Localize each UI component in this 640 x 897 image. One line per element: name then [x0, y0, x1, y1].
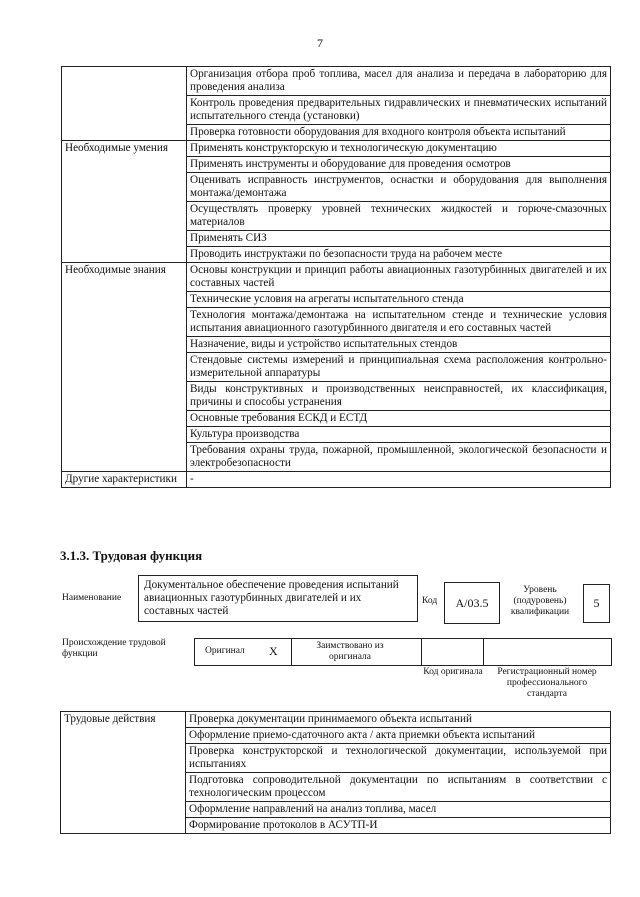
row-item: Проверка готовности оборудования для входного контроля объекта испытаний — [187, 125, 611, 141]
origin-box — [194, 638, 612, 666]
code-caption: Код оригинала — [423, 667, 483, 677]
level-label: Уровень (подуровень) квалификации — [510, 585, 570, 617]
row-label-empty — [61, 744, 186, 773]
row-label-empty — [62, 308, 187, 337]
page-number: 7 — [317, 36, 323, 50]
row-item: - — [187, 472, 611, 488]
section-heading: 3.1.3. Трудовая функция — [60, 548, 203, 563]
reg-caption: Регистрационный номер профессионального стандарта — [497, 667, 597, 699]
borrowed-label: Заимствовано из оригинала — [316, 641, 384, 662]
row-item: Основы конструкции и принцип работы авиационных газотурбинных двигателей и их составных частей — [187, 263, 611, 292]
row-item: Культура производства — [187, 427, 611, 443]
original-mark: X — [269, 644, 278, 658]
labor-action-item: Оформление приемо-сдаточного акта / акта приемки объекта испытаний — [186, 728, 611, 744]
table-row — [61, 712, 611, 728]
table-row — [62, 427, 611, 443]
row-label: Необходимые умения — [62, 141, 187, 157]
table-row — [62, 141, 611, 157]
row-label-empty — [62, 443, 187, 472]
name-value: Документальное обеспечение проведения испытаний авиационных газотурбинных двигателей и их составных частей — [144, 579, 399, 617]
table-row — [61, 728, 611, 744]
row-item: Применять конструкторскую и технологическую документацию — [187, 141, 611, 157]
row-item: Технология монтажа/демонтажа на испытательном стенде и технические условия испытания авиационного газотурбинного двигателя и его составных частей — [187, 308, 611, 337]
row-label-empty — [61, 802, 186, 818]
table-row — [61, 744, 611, 773]
table-row — [61, 773, 611, 802]
row-item: Контроль проведения предварительных гидравлических и пневматических испытаний испытательного стенда (установки) — [187, 96, 611, 125]
row-label: Другие характеристики — [62, 472, 187, 488]
table-row — [62, 472, 611, 488]
table-row — [62, 202, 611, 231]
code-value: A/03.5 — [455, 596, 489, 610]
code-label: Код — [422, 596, 438, 606]
table-row — [62, 67, 611, 96]
row-label-empty — [62, 411, 187, 427]
row-item: Оценивать исправность инструментов, оснастки и оборудования для выполнения монтажа/демонтажа — [187, 173, 611, 202]
competency-table — [61, 66, 611, 488]
row-label-empty — [62, 427, 187, 443]
origin-label: Происхождение трудовой функции — [62, 638, 166, 659]
row-label-empty — [62, 96, 187, 125]
table-row — [62, 231, 611, 247]
row-label-empty — [62, 337, 187, 353]
row-label-empty — [62, 382, 187, 411]
table-row — [62, 382, 611, 411]
labor-action-item: Формирование протоколов в АСУТП-И — [186, 818, 611, 834]
labor-action-item: Проверка документации принимаемого объекта испытаний — [186, 712, 611, 728]
row-item: Технические условия на агрегаты испытательного стенда — [187, 292, 611, 308]
row-label-empty — [61, 773, 186, 802]
row-item: Организация отбора проб топлива, масел для анализа и передача в лабораторию для проведения анализа — [187, 67, 611, 96]
level-value: 5 — [593, 596, 600, 610]
table-row — [61, 802, 611, 818]
row-item: Основные требования ЕСКД и ЕСТД — [187, 411, 611, 427]
table-row — [62, 173, 611, 202]
original-label: Оригинал — [205, 646, 245, 656]
table-row — [62, 353, 611, 382]
row-item: Осуществлять проверку уровней технических жидкостей и горюче-смазочных материалов — [187, 202, 611, 231]
row-label-empty — [62, 231, 187, 247]
row-item: Проводить инструктажи по безопасности труда на рабочем месте — [187, 247, 611, 263]
level-value-box — [583, 584, 610, 623]
table-row — [62, 337, 611, 353]
row-label-empty — [61, 818, 186, 834]
table-row — [61, 818, 611, 834]
row-item: Стендовые системы измерений и принципиальная схема расположения контрольно-измерительной аппаратуры — [187, 353, 611, 382]
name-value-box — [138, 575, 418, 622]
row-label-empty — [62, 202, 187, 231]
row-label-empty — [62, 125, 187, 141]
labor-action-item: Проверка конструкторской и технологической документации, используемой при испытаниях — [186, 744, 611, 773]
row-label-empty — [62, 247, 187, 263]
table-row — [62, 292, 611, 308]
row-label-empty — [62, 292, 187, 308]
row-item: Применять СИЗ — [187, 231, 611, 247]
table-row — [62, 247, 611, 263]
table-row — [62, 96, 611, 125]
labor-actions-label: Трудовые действия — [61, 712, 186, 728]
row-label-empty — [62, 157, 187, 173]
labor-action-item: Подготовка сопроводительной документации по испытаниям в соответствии с технологическим процессом — [186, 773, 611, 802]
row-item: Применять инструменты и оборудование для проведения осмотров — [187, 157, 611, 173]
row-item: Виды конструктивных и производственных неисправностей, их классификация, причины и способы устранения — [187, 382, 611, 411]
name-label: Наименование — [62, 593, 122, 603]
table-row — [62, 263, 611, 292]
row-label-empty — [62, 353, 187, 382]
row-label — [62, 67, 187, 96]
table-row — [62, 157, 611, 173]
row-label-empty — [62, 173, 187, 202]
table-row — [62, 125, 611, 141]
table-row — [62, 443, 611, 472]
row-label: Необходимые знания — [62, 263, 187, 292]
row-item: Назначение, виды и устройство испытательных стендов — [187, 337, 611, 353]
table-row — [62, 411, 611, 427]
labor-action-item: Оформление направлений на анализ топлива, масел — [186, 802, 611, 818]
table-row — [62, 308, 611, 337]
row-item: Требования охраны труда, пожарной, промышленной, экологической безопасности и электробезопасности — [187, 443, 611, 472]
labor-actions-table — [60, 711, 611, 834]
code-value-box — [444, 582, 500, 624]
row-label-empty — [61, 728, 186, 744]
